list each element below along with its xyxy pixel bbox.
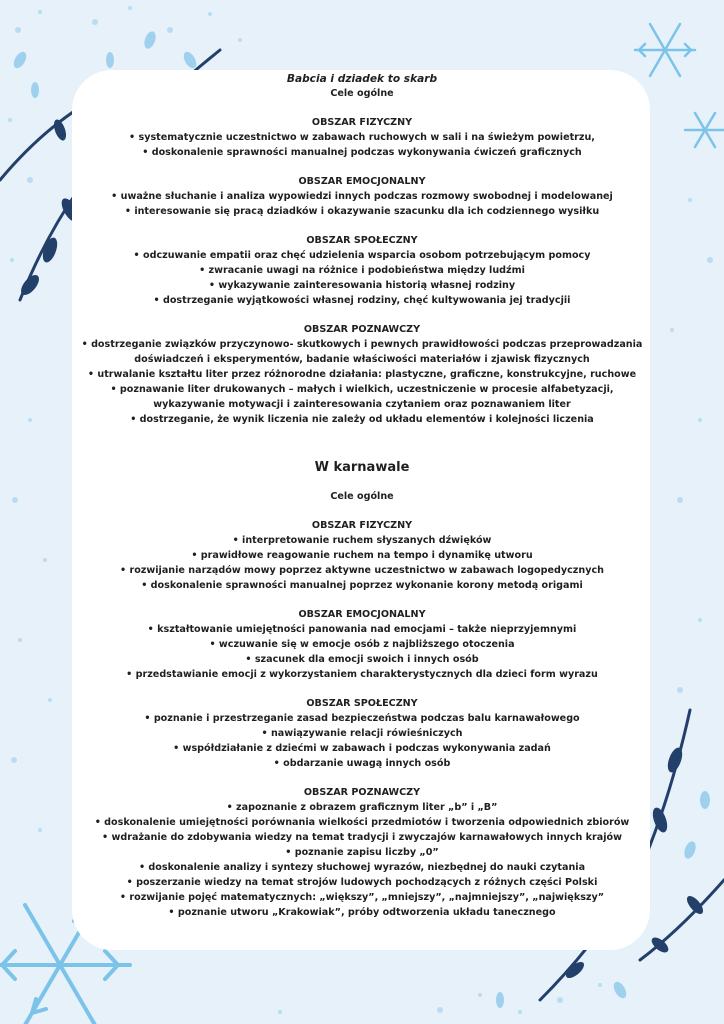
area-heading: OBSZAR FIZYCZNY — [311, 520, 413, 531]
list-item: • interesowanie się pracą dziadków i okazywanie szacunku dla ich codziennego wysiłku — [124, 206, 600, 217]
list-item: • dostrzeganie, że wynik liczenia nie zależy od układu elementów i kolejności liczenia — [130, 414, 594, 425]
list-item: • poszerzanie wiedzy na temat strojów ludowych pochodzących z różnych części Polski — [126, 877, 598, 888]
section-subtitle: Cele ogólne — [330, 88, 394, 99]
list-item: • współdziałanie z dziećmi w zabawach i podczas wykonywania zadań — [173, 743, 551, 754]
list-item: • wczuwanie się w emocje osób z najbliższego otoczenia — [209, 639, 515, 650]
list-item: • doskonalenie sprawności manualnej podczas wykonywania ćwiczeń graficznych — [142, 147, 582, 158]
list-item: • utrwalanie kształtu liter przez różnorodne działania: plastyczne, graficzne, konstrukcyjne, ruchowe — [87, 369, 637, 380]
list-item: wykazywanie motywacji i zainteresowania czytaniem oraz poznawaniem liter — [153, 399, 571, 410]
list-item: • prawidłowe reagowanie ruchem na tempo i dynamikę utworu — [191, 550, 533, 561]
section-title: W karnawale — [314, 460, 410, 475]
list-item: • dostrzeganie związków przyczynowo- skutkowych i pewnych prawidłowości podczas przeprowadzania — [81, 339, 643, 350]
area-heading: OBSZAR EMOCJONALNY — [298, 609, 426, 620]
area-heading: OBSZAR SPOŁECZNY — [306, 698, 418, 709]
list-item: • doskonalenie sprawności manualnej poprzez wykonanie korony metodą origami — [141, 580, 583, 591]
area-heading: OBSZAR SPOŁECZNY — [306, 235, 418, 246]
list-item: • rozwijanie pojęć matematycznych: „większy”, „mniejszy”, „najmniejszy”, „największy” — [119, 892, 605, 903]
list-item: • systematycznie uczestnictwo w zabawach ruchowych w sali i na świeżym powietrzu, — [129, 132, 595, 143]
list-item: • poznanie i przestrzeganie zasad bezpieczeństwa podczas balu karnawałowego — [144, 713, 580, 724]
list-item: doświadczeń i eksperymentów, badanie właściwości materiałów i zjawisk fizycznych — [134, 354, 590, 365]
list-item: • wykazywanie zainteresowania historią własnej rodziny — [208, 280, 516, 291]
list-item: • obdarzanie uwagą innych osób — [273, 758, 451, 769]
list-item: • szacunek dla emocji swoich i innych osób — [245, 654, 479, 665]
section-title: Babcia i dziadek to skarb — [286, 73, 438, 85]
list-item: • poznawanie liter drukowanych – małych i wielkich, uczestniczenie w procesie alfabetyzacji, — [110, 384, 614, 395]
list-item: • zapoznanie z obrazem graficznym liter „b” i „B” — [226, 802, 498, 813]
list-item: • odczuwanie empatii oraz chęć udzielenia wsparcia osobom potrzebującym pomocy — [133, 250, 591, 261]
list-item: • doskonalenie umiejętności porównania wielkości przedmiotów i tworzenia odpowiednich zbiorów — [94, 817, 630, 828]
list-item: • dostrzeganie wyjątkowości własnej rodziny, chęć kultywowania jej tradycjii — [153, 295, 571, 306]
section-subtitle: Cele ogólne — [330, 491, 394, 502]
list-item: • wdrażanie do zdobywania wiedzy na temat tradycji i zwyczajów karnawałowych innych krajów — [102, 832, 622, 843]
list-item: • uważne słuchanie i analiza wypowiedzi innych podczas rozmowy swobodnej i modelowanej — [111, 191, 613, 202]
list-item: • zwracanie uwagi na różnice i podobieństwa między ludźmi — [199, 265, 525, 276]
list-item: • kształtowanie umiejętności panowania nad emocjami – także nieprzyjemnymi — [147, 624, 577, 635]
list-item: • doskonalenie analizy i syntezy słuchowej wyrazów, niezbędnej do nauki czytania — [138, 862, 586, 873]
area-heading: OBSZAR POZNAWCZY — [303, 324, 421, 335]
area-heading: OBSZAR FIZYCZNY — [311, 117, 413, 128]
area-heading: OBSZAR EMOCJONALNY — [298, 176, 426, 187]
list-item: • poznanie zapisu liczby „0” — [285, 847, 439, 858]
list-item: • poznanie utworu „Krakowiak”, próby odtworzenia układu tanecznego — [168, 907, 556, 918]
list-item: • przedstawianie emocji z wykorzystaniem charakterystycznych dla dzieci form wyrazu — [126, 669, 598, 680]
list-item: • interpretowanie ruchem słyszanych dźwięków — [232, 535, 492, 546]
list-item: • rozwijanie narządów mowy poprzez aktywne uczestnictwo w zabawach logopedycznych — [120, 565, 604, 576]
document-content — [0, 72, 724, 920]
area-heading: OBSZAR POZNAWCZY — [303, 787, 421, 798]
list-item: • nawiązywanie relacji rówieśniczych — [261, 728, 463, 739]
